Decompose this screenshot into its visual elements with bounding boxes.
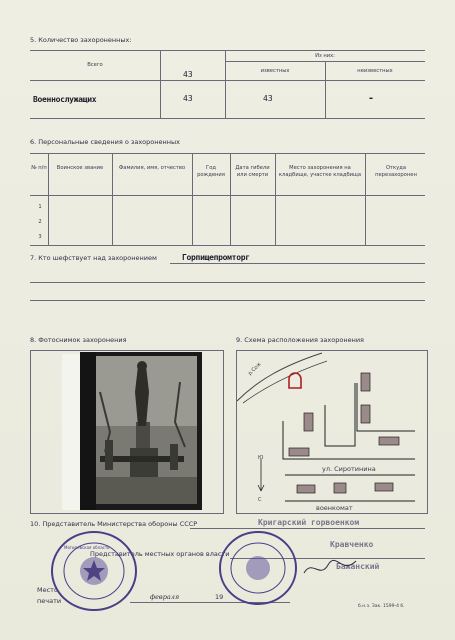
row-num: 1 bbox=[38, 204, 42, 210]
military-total: 43 bbox=[183, 94, 193, 103]
table-line bbox=[275, 153, 276, 245]
total-value: 43 bbox=[183, 70, 193, 79]
stamp-line-2: Кравченко bbox=[330, 540, 374, 549]
table-line bbox=[112, 153, 113, 245]
section10-local: Представитель местных органов власти bbox=[90, 550, 230, 558]
header-place: Место захоронения на кладбище, участке кладбища bbox=[278, 165, 362, 178]
grave-photo bbox=[80, 352, 202, 510]
round-seal-right bbox=[216, 528, 300, 608]
table-line bbox=[30, 80, 425, 81]
row-num: 3 bbox=[38, 234, 42, 240]
location-map bbox=[237, 351, 426, 512]
header-birth: Год рождения bbox=[197, 165, 225, 178]
compass-north: Ю bbox=[258, 455, 264, 461]
section9-title: 9. Схема расположения захоронения bbox=[236, 336, 364, 344]
seal-place-label-2: печати bbox=[37, 597, 62, 605]
section7-title: 7. Кто шефствует над захоронением bbox=[30, 254, 157, 262]
section6-title: 6. Персональные сведения о захороненных bbox=[30, 138, 180, 146]
col-including-header: Из них: bbox=[315, 53, 335, 59]
military-unknown: - bbox=[368, 93, 375, 104]
header-name: Фамилия, имя, отчество bbox=[118, 165, 186, 171]
header-death: Дата гибели или смерти bbox=[235, 165, 270, 178]
patron-value: Горпищепромторг bbox=[182, 253, 250, 262]
river-label: р.Сож bbox=[247, 361, 263, 377]
signature bbox=[300, 555, 360, 581]
row-num: 2 bbox=[38, 219, 42, 225]
section5-title: 5. Количество захороненных: bbox=[30, 36, 132, 44]
table-line bbox=[30, 50, 425, 51]
header-num: № п/п bbox=[31, 165, 47, 171]
table-line bbox=[30, 245, 425, 246]
seal-text: Могилевская область bbox=[64, 545, 110, 550]
section8-title: 8. Фотоснимок захоронения bbox=[30, 336, 127, 344]
table-line bbox=[160, 50, 161, 118]
section10-title: 10. Представитель Министерства обороны СССР bbox=[30, 520, 198, 528]
stamp-line-1: Кригарский горвоенком bbox=[258, 518, 360, 527]
header-rank: Воинское звание bbox=[56, 165, 104, 171]
fill-line bbox=[30, 282, 425, 283]
date-month: февраля bbox=[150, 593, 180, 601]
printer-mark: б.н.з. Зак. 1599-4 б. bbox=[358, 604, 405, 609]
table-line bbox=[230, 153, 231, 245]
row-label-military: Военнослужащих bbox=[33, 95, 97, 104]
military-office-label: военкомат bbox=[316, 504, 353, 512]
header-from: Откуда перезахоронен bbox=[375, 165, 417, 178]
military-known: 43 bbox=[263, 94, 273, 103]
table-line bbox=[30, 118, 425, 119]
table-line bbox=[48, 153, 49, 245]
fill-line bbox=[30, 300, 425, 301]
seal-place-label: Место bbox=[37, 586, 58, 594]
round-seal-left bbox=[48, 528, 140, 614]
col-total-header: Всего bbox=[87, 62, 103, 68]
fill-line bbox=[170, 263, 425, 264]
stamp-line-3: Бажанский bbox=[336, 562, 380, 571]
compass-south: С bbox=[258, 497, 262, 503]
table-line bbox=[192, 153, 193, 245]
col-unknown-header: неизвестных bbox=[357, 68, 393, 74]
street-label: ул. Сиротинина bbox=[322, 465, 376, 473]
table-line bbox=[225, 50, 226, 118]
table-line bbox=[365, 153, 366, 245]
col-known-header: известных bbox=[260, 68, 290, 74]
date-year: 19 bbox=[215, 593, 224, 601]
table-line bbox=[325, 61, 326, 118]
